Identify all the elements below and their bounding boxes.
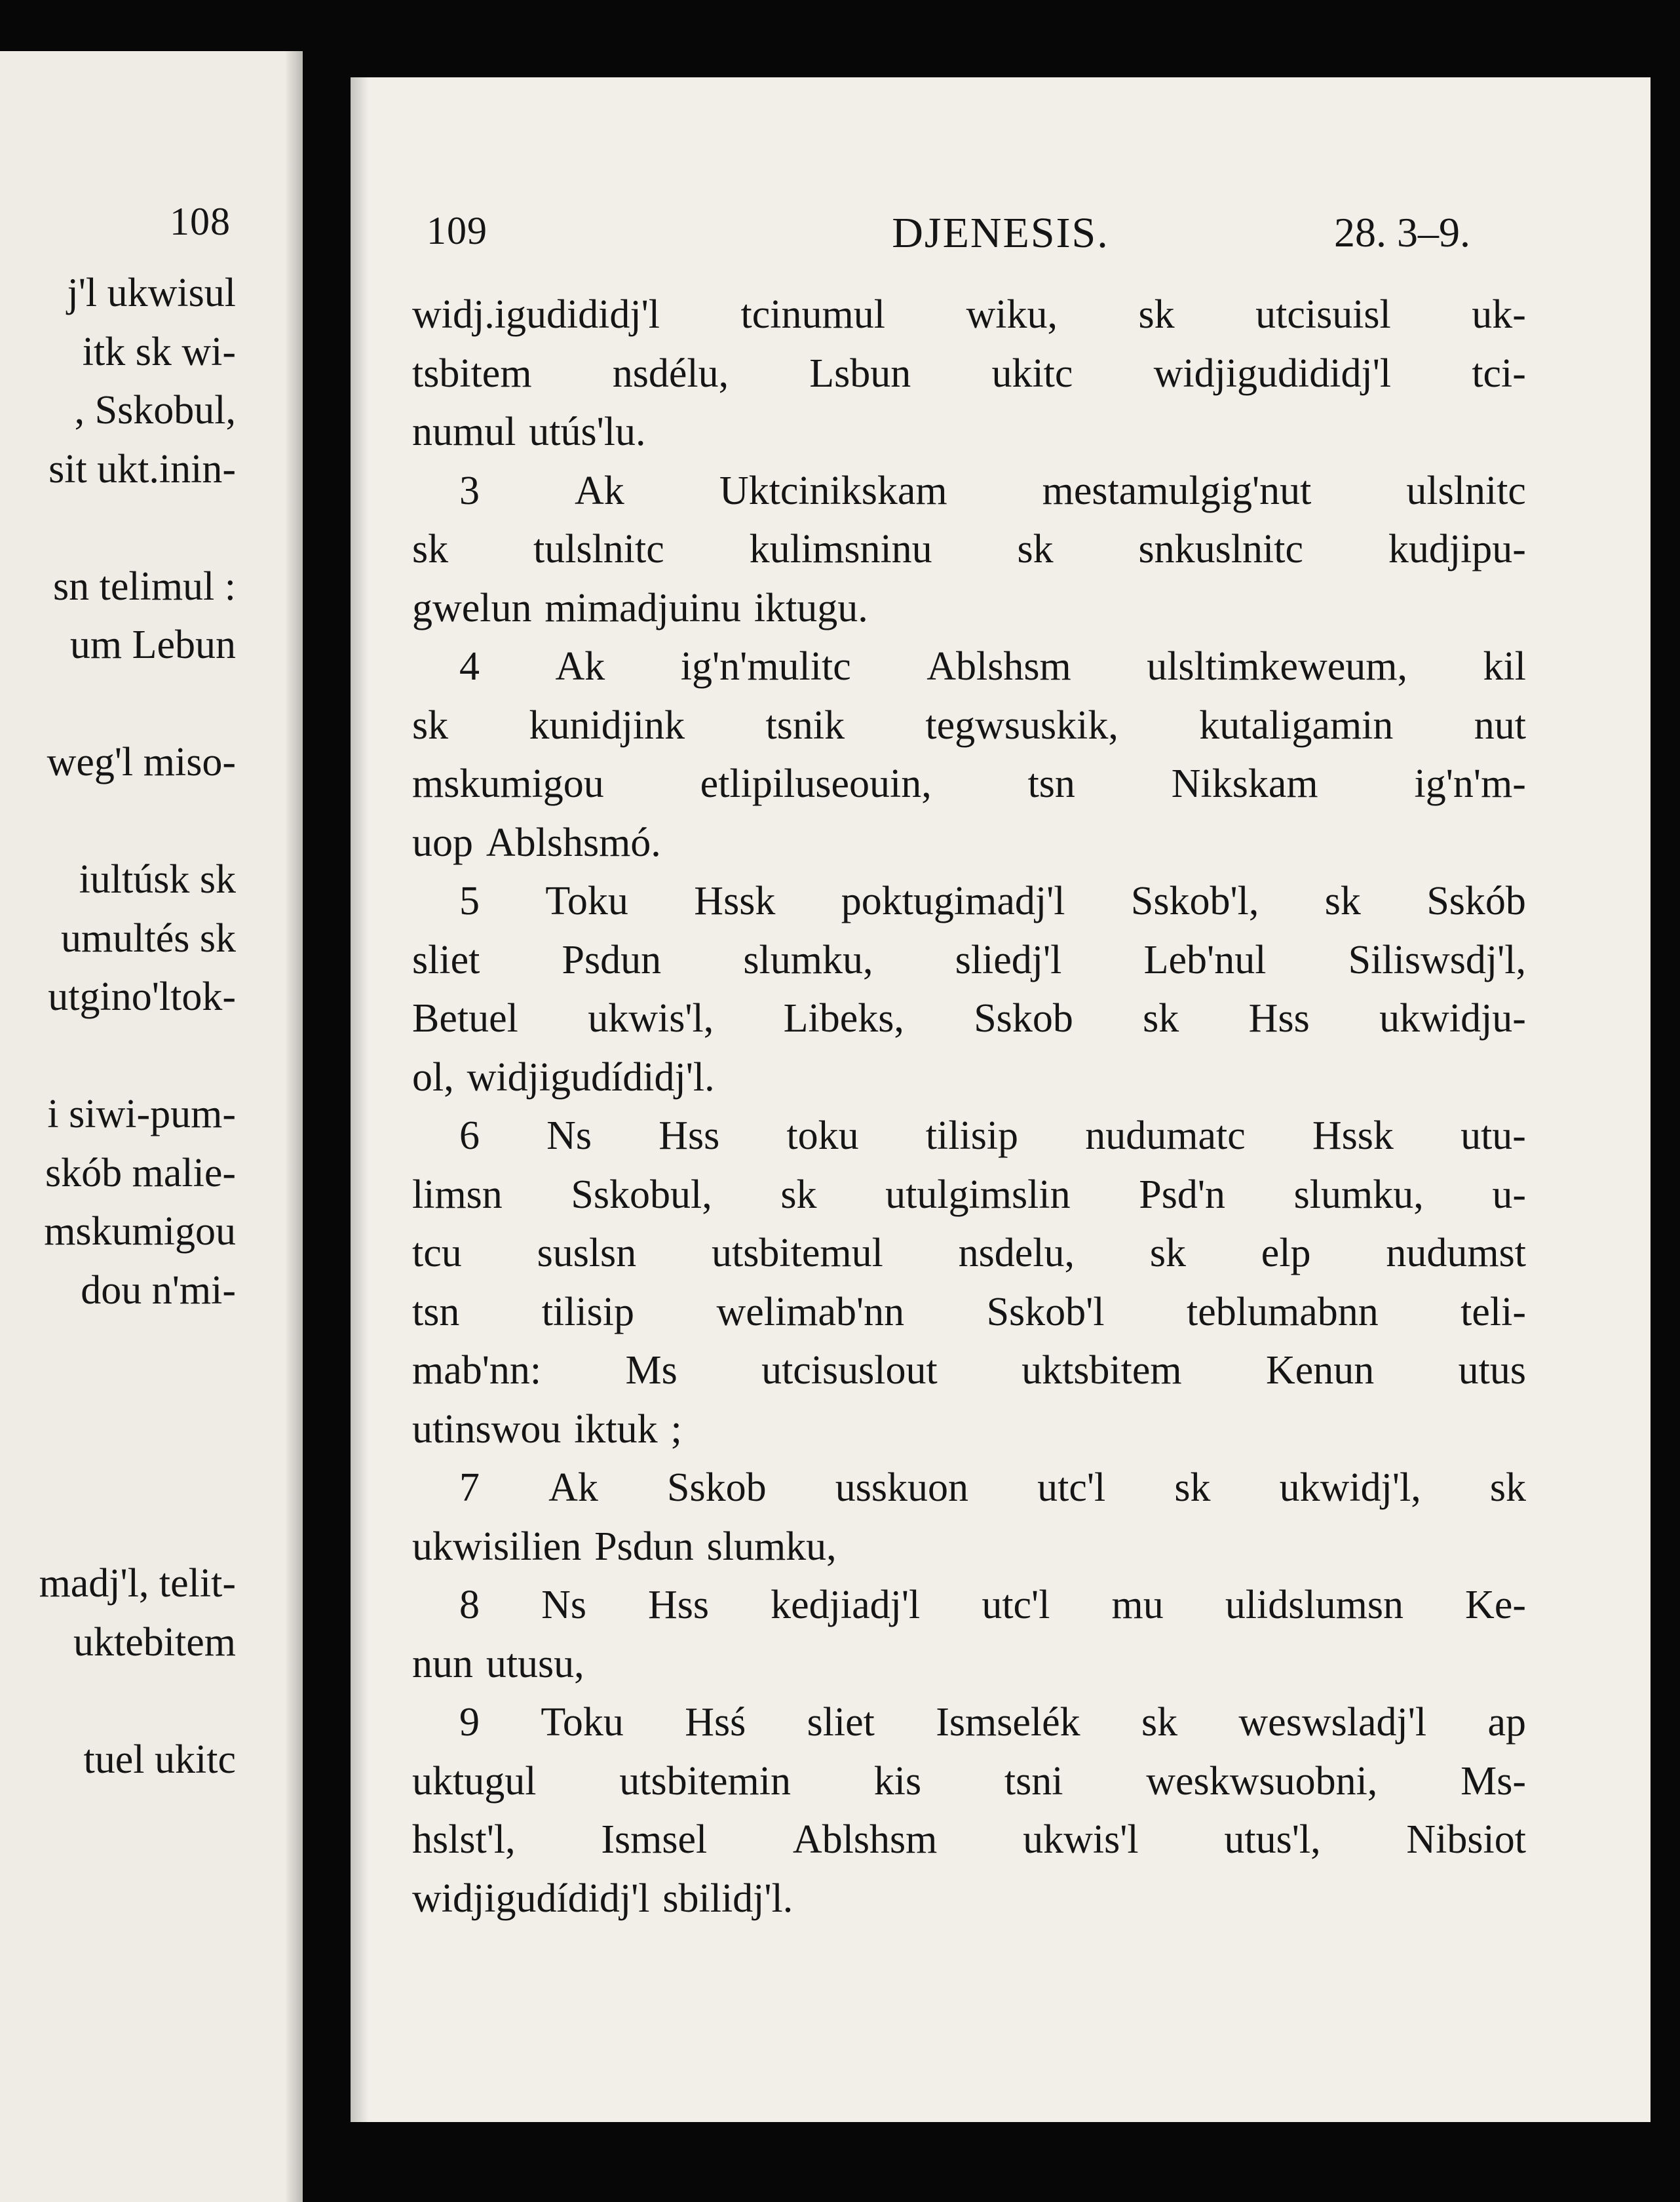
- text-line-fragment: [0, 1320, 236, 1379]
- right-page: [351, 77, 1651, 2122]
- text-line-fragment: [0, 792, 236, 851]
- text-line: tsbitem nsdélu, Lsbun ukitc widjigudididj'l tci-: [412, 351, 1526, 396]
- text-line: gwelun mimadjuinu iktugu.: [412, 585, 868, 630]
- running-title: DJENESIS.: [892, 209, 1109, 257]
- text-line-fragment: utgino'ltok-: [48, 975, 236, 1019]
- text-line-fragment: itk sk wi-: [82, 329, 236, 374]
- text-line-fragment: mskumigou: [44, 1209, 236, 1254]
- text-line: 6 Ns Hss toku tilisip nudumatc Hssk utu-: [459, 1113, 1526, 1158]
- text-line: numul utús'lu.: [412, 410, 646, 454]
- text-line: mskumigou etlipiluseouin, tsn Nikskam ig'n'm-: [412, 762, 1526, 806]
- text-line: 8 Ns Hss kedjiadj'l utc'l mu ulidslumsn Ke-: [459, 1583, 1526, 1627]
- text-line: mab'nn: Ms utcisuslout uktsbitem Kenun utus: [412, 1348, 1526, 1393]
- text-line-fragment: umultés sk: [61, 916, 236, 961]
- text-line: hslst'l, Ismsel Ablshsm ukwis'l utus'l, Nibsiot: [412, 1817, 1526, 1862]
- binding-shadow: [351, 77, 369, 2122]
- text-line: 4 Ak ig'n'mulitc Ablshsm ulsltimkeweum, kil: [459, 644, 1526, 689]
- text-line: 3 Ak Uktcinikskam mestamulgig'nut ulslnitc: [459, 468, 1526, 513]
- text-line: utinswou iktuk ;: [412, 1406, 682, 1452]
- text-line: ukwisilien Psdun slumku,: [412, 1524, 837, 1569]
- text-line: uop Ablshsmó.: [412, 820, 661, 865]
- text-line: 9 Toku Hsś sliet Ismselék sk weswsladj'l ap: [459, 1700, 1526, 1745]
- text-line-fragment: weg'l miso-: [47, 740, 236, 784]
- text-line-fragment: dou n'mi-: [81, 1267, 236, 1313]
- text-line: widj.igudididj'l tcinumul wiku, sk utcisuisl uk-: [412, 292, 1526, 337]
- text-line-fragment: [0, 1379, 236, 1438]
- text-line-fragment: um Lebun: [69, 623, 236, 667]
- text-line: tcu suslsn utsbitemul nsdelu, sk elp nudumst: [412, 1231, 1526, 1275]
- text-line: 5 Toku Hssk poktugimadj'l Sskob'l, sk Sskób: [459, 879, 1526, 923]
- text-line-fragment: [0, 1437, 236, 1496]
- text-line: tsn tilisip welimab'nn Sskob'l teblumabnn teli-: [412, 1289, 1526, 1334]
- scripture-text: [412, 286, 1526, 1928]
- text-line: sliet Psdun slumku, sliedj'l Leb'nul Siliswsdj'l,: [412, 937, 1526, 982]
- text-line-fragment: sn telimul :: [53, 564, 236, 609]
- text-line-fragment: i siwi-pum-: [47, 1092, 236, 1136]
- text-line-fragment: [0, 1672, 236, 1731]
- text-line: ol, widjigudídidj'l.: [412, 1054, 715, 1100]
- text-line-fragment: uktebitem: [73, 1619, 236, 1665]
- left-page: [0, 51, 303, 2202]
- text-line-fragment: [0, 675, 236, 734]
- text-line-fragment: madj'l, telit-: [39, 1561, 236, 1606]
- page-number-right: 109: [427, 209, 487, 252]
- text-line-fragment: skób malie-: [45, 1150, 236, 1195]
- chapter-verse-reference: 28. 3–9.: [1334, 209, 1470, 256]
- text-line-fragment: tuel ukitc: [83, 1737, 236, 1782]
- text-line: widjigudídidj'l sbilidj'l.: [412, 1876, 793, 1921]
- text-line: nun utusu,: [412, 1641, 584, 1686]
- left-page-text: [0, 264, 236, 1789]
- text-line: limsn Sskobul, sk utulgimslin Psd'n slumku, u-: [412, 1172, 1526, 1217]
- text-line: 7 Ak Sskob usskuon utc'l sk ukwidj'l, sk: [459, 1465, 1526, 1510]
- text-line: sk tulslnitc kulimsninu sk snkuslnitc kudjipu-: [412, 527, 1526, 571]
- text-line-fragment: [0, 1496, 236, 1555]
- text-line: uktugul utsbitemin kis tsni weskwsuobni, Ms-: [412, 1758, 1526, 1804]
- text-line-fragment: iultúsk sk: [79, 857, 236, 902]
- text-line-fragment: [0, 499, 236, 558]
- page-number-left: 108: [170, 200, 231, 243]
- text-line: sk kunidjink tsnik tegwsuskik, kutaligamin nut: [412, 703, 1526, 748]
- text-line: Betuel ukwis'l, Libeks, Sskob sk Hss ukwidju-: [412, 996, 1526, 1041]
- text-line-fragment: j'l ukwisul: [67, 271, 236, 315]
- text-line-fragment: [0, 1027, 236, 1086]
- text-line-fragment: , Sskobul,: [74, 388, 236, 433]
- binding-shadow: [284, 51, 303, 2202]
- text-line-fragment: sit ukt.inin-: [48, 446, 236, 492]
